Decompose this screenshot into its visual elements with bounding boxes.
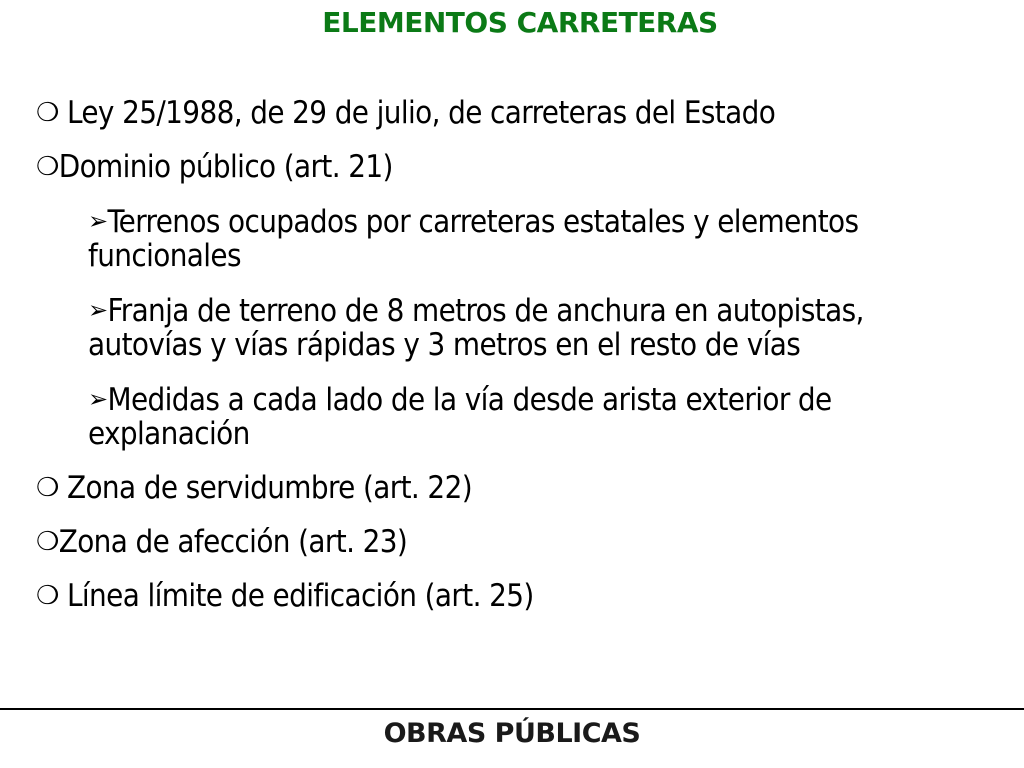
sub-list-item-text: Franja de terreno de 8 metros de anchura en autopistas, autovías y vías rápidas y 3 metros en el resto de vías (88, 293, 864, 363)
circle-bullet-icon: ❍ (36, 527, 59, 557)
arrow-bullet-icon: ➢ (88, 207, 108, 235)
list-item (36, 150, 966, 184)
list-item (36, 96, 966, 130)
arrow-bullet-icon: ➢ (88, 296, 108, 324)
footer-label: OBRAS PÚBLICAS (383, 718, 641, 749)
list-item (36, 525, 966, 559)
sub-list-item-text: Terrenos ocupados por carreteras estatales y elementos funcionales (88, 204, 859, 274)
list-item-text: Línea límite de edificación (art. 25) (58, 578, 534, 614)
slide-title: ELEMENTOS CARRETERAS (322, 6, 718, 39)
circle-bullet-icon: ❍ (36, 581, 59, 611)
circle-bullet-icon: ❍ (36, 473, 59, 503)
list-item-text: Dominio público (art. 21) (58, 149, 393, 185)
sub-list-item (36, 204, 966, 273)
list-item-text: Ley 25/1988, de 29 de julio, de carreteras del Estado (58, 95, 776, 131)
list-item (36, 579, 966, 613)
circle-bullet-icon: ❍ (36, 98, 59, 128)
list-item-text: Zona de afección (art. 23) (58, 524, 408, 560)
sub-list-item (36, 382, 966, 451)
circle-bullet-icon: ❍ (36, 152, 59, 182)
footer-divider (0, 708, 1024, 710)
bullet-list (36, 96, 966, 633)
sub-list-item (36, 293, 966, 362)
arrow-bullet-icon: ➢ (88, 385, 108, 413)
list-item-text: Zona de servidumbre (art. 22) (58, 470, 472, 506)
list-item (36, 471, 966, 505)
sub-list-item-text: Medidas a cada lado de la vía desde arista exterior de explanación (88, 382, 832, 452)
